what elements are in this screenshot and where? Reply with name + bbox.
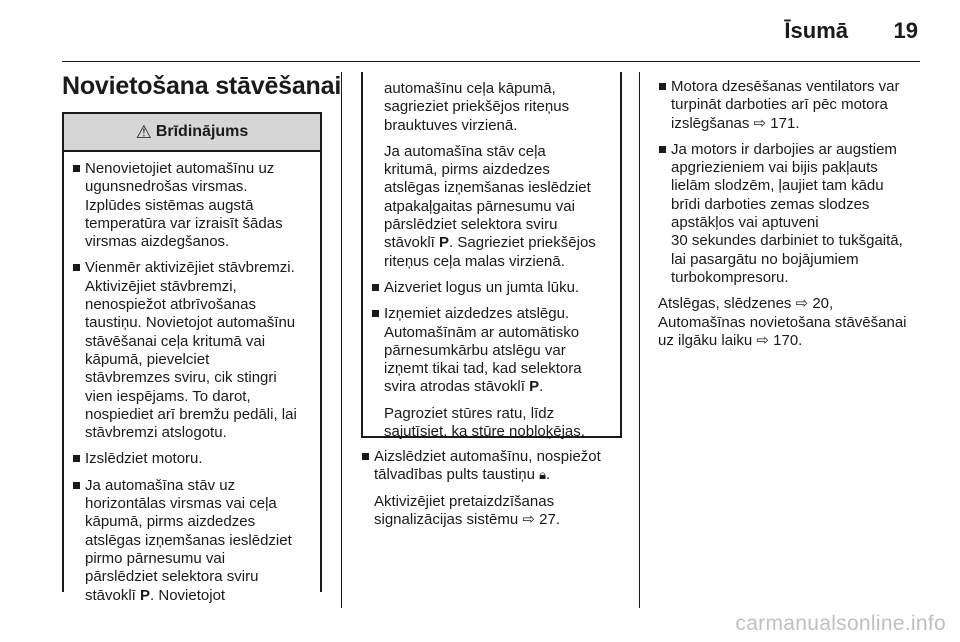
warning-cont-steering: Pagroziet stūres ratu, līdz sajutīsiet, ka stūre nobloķējas. [384, 404, 585, 441]
arrow-ref-icon: ⇨ [753, 114, 767, 132]
warning-body [64, 152, 320, 605]
watermark: carmanualsonline.info [735, 612, 946, 635]
warning-box-continued [361, 72, 622, 441]
page-title: Novietošana stāvēšanai [62, 72, 342, 100]
warning-bullet-parking-brake: Vienmēr aktivizējiet stāvbremzi. Aktivizējiet stāvbremzi, nenospiežot atbrīvošanas taustiņu. Novietojot automašīnu stāvēšanai ceļa kritumā vai kāpumā, pievelciet stāvbremzes sviru, cik stingri vien iespējams. To darot, nospiediet arī bremžu pedāli, lai stāvbremzi atslogotu. [72, 259, 314, 442]
warning-bullet-gear: Ja automašīna stāv uz horizontālas virsmas vai ceļa kāpumā, pirms aizdedzes atslēgas izņemšanas ieslēdziet pirmo pārnesumu vai pārslēdziet selektora sviru stāvoklī P. Novietojot [72, 477, 314, 605]
warning-cont-uphill: automašīnu ceļa kāpumā, sagrieziet priekšējos riteņus brauktuves virzienā. [384, 80, 570, 134]
column-divider-1 [341, 72, 342, 608]
page-number: 19 [893, 18, 918, 43]
arrow-ref-icon: ⇨ [795, 295, 809, 313]
cross-references: Atslēgas, slēdzenes ⇨ 20, Automašīnas novietošana stāvēšanai uz ilgāku laiku ⇨ 170. [658, 295, 907, 349]
warning-triangle-icon: ⚠ [135, 121, 152, 142]
warning-heading [64, 114, 320, 152]
warning-bullet-key: Izņemiet aizdedzes atslēgu. Automašīnām ar automātisko pārnesumkārbu atslēgu var izņemt tikai tad, kad selektora svira atrodas stāvoklī P. [371, 305, 614, 396]
column-3-text [658, 78, 928, 350]
warning-cont-downhill: Ja automašīna stāv ceļa kritumā, pirms aizdedzes atslēgas izņemšanas ieslēdziet atpakaļgaitas pārnesumu vai pārslēdziet selektora sviru stāvoklī P. Sagrieziet priekšējos riteņus ceļa malas virzienā. [384, 142, 596, 270]
cooling-fan-bullet: Motora dzesēšanas ventilators var turpināt darboties arī pēc motora izslēgšanas ⇨ 171. [658, 78, 928, 133]
warning-bullet-surface: Nenovietojiet automašīnu uz ugunsnedrošas virsmas. Izplūdes sistēmas augstā temperatūra var izraisīt šādas virsmas aizdegšanos. [72, 160, 314, 251]
header-rule [62, 61, 920, 62]
column-2-text [361, 448, 623, 537]
column-divider-2 [639, 72, 640, 608]
lock-icon: 🔒︎ [539, 467, 547, 483]
warning-heading-text: Brīdinājums [155, 123, 249, 140]
warning-bullet-windows: Aizveriet logus un jumta lūku. [371, 279, 614, 297]
arrow-ref-icon: ⇨ [522, 510, 535, 528]
alarm-paragraph: Aktivizējiet pretaizdzīšanas signalizācijas sistēmu ⇨ 27. [374, 492, 560, 528]
page-header [0, 0, 960, 62]
warning-box [62, 112, 322, 604]
turbo-bullet: Ja motors ir darbojies ar augstiem apgriezieniem vai bijis pakļauts lielām slodzēm, ļaujiet tam kādu brīdi darboties zemas slodzes apstākļos vai aptuveni 30 sekundes darbiniet to tukšgaitā, lai pasargātu no bojājumiem turbokompresoru. [658, 141, 928, 287]
lock-vehicle-bullet: Aizslēdziet automašīnu, nospiežot tālvadības pults taustiņu 🔒︎. [361, 448, 623, 485]
arrow-ref-icon: ⇨ [756, 331, 769, 349]
section-title: Īsumā [784, 18, 848, 43]
warning-bullet-engine-off: Izslēdziet motoru. [72, 450, 314, 468]
